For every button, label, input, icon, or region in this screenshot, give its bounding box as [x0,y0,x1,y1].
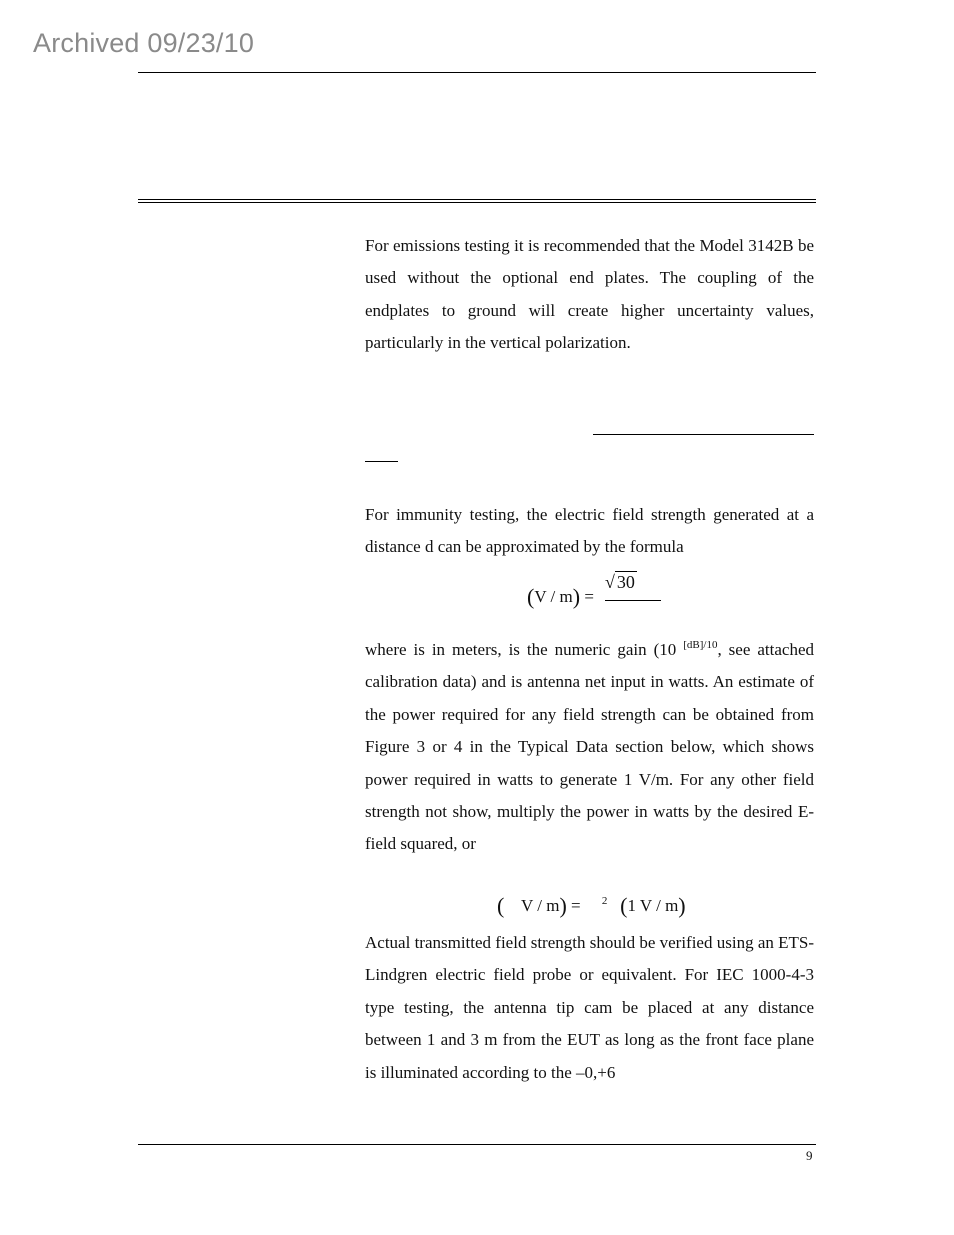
formula1-equals: = [580,587,594,606]
formula1-lhs [527,584,594,610]
section-rule-left [365,461,398,462]
emissions-text: For emissions testing it is recommended that the Model 3142B be used without the optional end plates. The coupling of the endplates to ground will create higher uncertainty values, particularly in the vertical polarization. [365,236,814,353]
actual-field-paragraph [365,927,814,1089]
formula2-close-paren-2: ) [678,893,686,918]
header-rule-lower [138,202,816,203]
where-text-start: where is in meters, is the numeric gain (10 [365,640,677,659]
section-rule-right [593,434,814,435]
footer-rule [138,1144,816,1145]
formula1-open-paren: ( [527,584,535,609]
formula2-close-paren: ) [559,893,567,918]
header-rule-upper [138,199,816,200]
gain-exponent: [dB]/10 [683,639,718,651]
actual-field-text: Actual transmitted field strength should be verified using an ETS-Lindgren electric field probe or equivalent. For IEC 1000-4-3 type testing, the antenna tip cam be placed at any distance between 1 and 3 m from the EUT as long as the front face plane is illuminated according to the –0,+6 [365,933,814,1082]
formula1-fraction-bar [605,600,661,601]
where-text [365,629,814,861]
top-rule [138,72,816,73]
where-paragraph [365,629,814,861]
formula2-unit: V / m [504,896,560,915]
immunity-intro-text: For immunity testing, the electric field strength generated at a distance d can be approximated by the formula [365,505,814,557]
formula2-square: 2 [601,895,608,907]
where-text-rest: , see attached calibration data) and is antenna net input in watts. An estimate of the power required for any field strength can be obtained from Figure 3 or 4 in the Typical Data section below, which shows power required in watts to generate 1 V/m. For any other field strength not show, multiply the power in watts by the desired E-field squared, or [365,640,814,854]
formula2-open-paren: ( [497,893,505,918]
archived-watermark: Archived 09/23/10 [33,28,255,58]
formula1-close-paren: ) [572,584,581,609]
formula2-reference-unit: 1 V / m [627,896,679,915]
formula1-numerator [605,572,637,593]
sqrt-value: 30 [616,572,635,592]
formula2-equals: = [566,896,581,915]
sqrt-symbol: √ [605,572,615,592]
formula1-unit: V / m [534,587,573,606]
formula2-open-paren-2: ( [620,893,628,918]
power-scaling-formula [497,893,686,919]
emissions-paragraph [365,230,814,360]
page-number: 9 [806,1148,813,1163]
immunity-intro-paragraph [365,499,814,564]
